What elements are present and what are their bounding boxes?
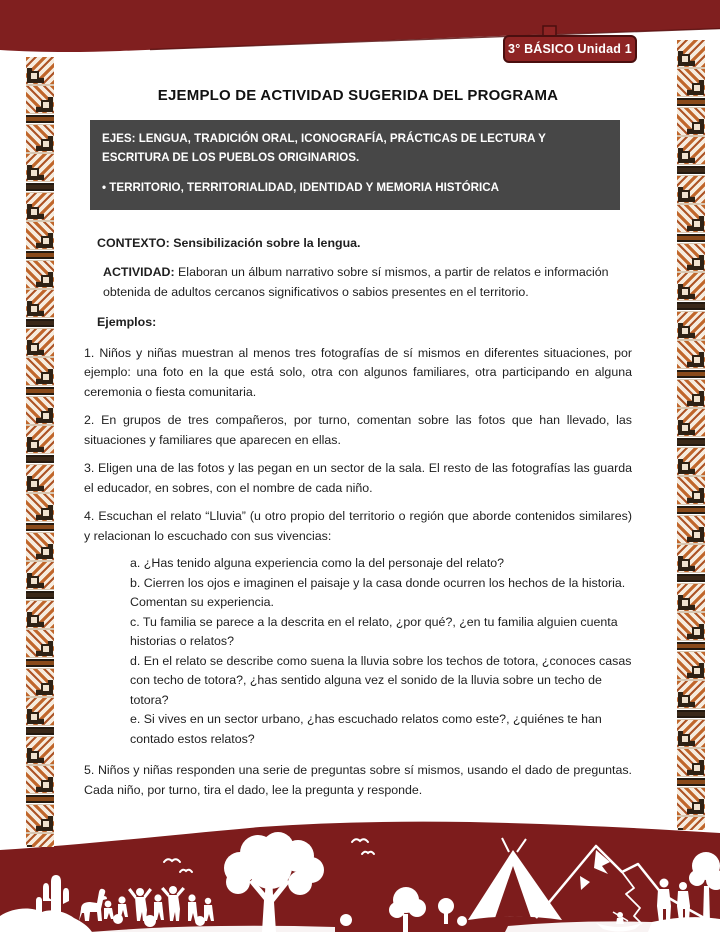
textile-tile: [677, 244, 705, 271]
textile-bar: [677, 642, 705, 650]
textile-tile: [26, 805, 54, 832]
textile-bar: [26, 523, 54, 531]
textile-bar: [26, 455, 54, 463]
textile-tile: [677, 545, 705, 572]
textile-tile: [26, 465, 54, 492]
textile-tile: [677, 817, 705, 830]
textile-tile: [26, 834, 54, 847]
textile-tile: [677, 613, 705, 640]
textile-tile: [26, 261, 54, 288]
textile-tile: [26, 193, 54, 220]
step-text: En grupos de tres compañeros, por turno, comentan sobre las fotos que han llevado, las situaciones y familiares que aparecen en ellas.: [84, 413, 632, 447]
textile-tile: [26, 86, 54, 113]
examples-heading: Ejemplos:: [97, 315, 157, 329]
ejes-line-2: • TERRITORIO, TERRITORIALIDAD, IDENTIDAD Y MEMORIA HISTÓRICA: [102, 181, 499, 194]
substep-text: Cierren los ojos e imaginen el paisaje y la casa donde ocurren los hechos de la historia. Comentan su experiencia.: [130, 575, 626, 609]
actividad-label: ACTIVIDAD:: [103, 265, 175, 279]
textile-bar: [677, 438, 705, 446]
textile-bar: [677, 778, 705, 786]
textile-bar: [677, 302, 705, 310]
contexto-label: CONTEXTO:: [97, 235, 170, 250]
textile-tile: [26, 426, 54, 453]
step-number: 3.: [84, 461, 95, 475]
textile-bar: [26, 795, 54, 803]
step-number: 2.: [84, 413, 95, 427]
textile-tile: [677, 749, 705, 776]
textile-bar: [677, 166, 705, 174]
textile-tile: [26, 766, 54, 793]
activity-substep-c: [130, 613, 632, 652]
textile-tile: [677, 40, 705, 67]
step-text: Escuchan el relato “Lluvia” (u otro propio del territorio o región que aborde contenidos similares) y relacionan lo escuchado con sus vivencias:: [84, 509, 632, 543]
textile-bar: [26, 727, 54, 735]
textile-bar: [677, 98, 705, 106]
textile-tile: [26, 533, 54, 560]
textile-bar: [26, 319, 54, 327]
unit-badge: 3° BÁSICO Unidad 1: [508, 42, 632, 56]
textile-tile: [677, 516, 705, 543]
substep-text: ¿Has tenido alguna experiencia como la del personaje del relato?: [143, 556, 505, 570]
textile-tile: [26, 601, 54, 628]
textile-bar: [677, 710, 705, 718]
textile-bar: [677, 574, 705, 582]
page-title: EJEMPLO DE ACTIVIDAD SUGERIDA DEL PROGRAMA: [157, 87, 559, 104]
textile-tile: [677, 137, 705, 164]
contexto-text: Sensibilización sobre la lengua.: [173, 235, 361, 250]
textile-tile: [677, 108, 705, 135]
textile-bar: [26, 183, 54, 191]
textile-tile: [677, 409, 705, 436]
substep-letter: d.: [130, 653, 141, 668]
step-text: Niños y niñas muestran al menos tres fotografías de sí mismos en diferentes situaciones, por ejemplo: una foto en la que está solo, otra con algunos familiares, otra participando en alguna ceremonia o fiesta comunitaria.: [84, 345, 632, 399]
textile-tile: [677, 69, 705, 96]
textile-tile: [26, 358, 54, 385]
bottom-banner-art: [0, 820, 720, 932]
textile-bar: [677, 370, 705, 378]
textile-bar: [26, 251, 54, 259]
textile-tile: [677, 312, 705, 339]
textile-tile: [677, 448, 705, 475]
textile-tile: [26, 290, 54, 317]
textile-bar: [26, 387, 54, 395]
textile-bar: [26, 659, 54, 667]
textile-tile: [26, 57, 54, 84]
textile-tile: [677, 720, 705, 747]
textile-tile: [677, 652, 705, 679]
actividad-paragraph: [103, 263, 632, 302]
step-text: Niños y niñas responden una serie de preguntas sobre sí mismos, usando el dado de preguntas. Cada niño, por turno, tira el dado, lee la pregunta y responde.: [84, 763, 632, 797]
textile-tile: [677, 273, 705, 300]
textile-tile: [677, 341, 705, 368]
substep-letter: e.: [130, 712, 141, 726]
textile-bar: [677, 506, 705, 514]
textile-tile: [677, 477, 705, 504]
substep-letter: b.: [130, 575, 141, 590]
textile-tile: [26, 397, 54, 424]
substep-text: Si vives en un sector urbano, ¿has escuchado relatos como este?, ¿quiénes te han contado estos relatos?: [130, 712, 602, 746]
textile-tile: [26, 329, 54, 356]
textile-tile: [26, 494, 54, 521]
textile-tile: [26, 562, 54, 589]
textile-tile: [677, 205, 705, 232]
activity-step-5: [84, 761, 632, 800]
substep-text: En el relato se describe como suena la lluvia sobre los techos de totora, ¿conoces casas con techo de totora?, ¿has sentido alguna vez el sonido de la lluvia sobre un techo de totora?: [130, 653, 632, 707]
ejes-line-1: EJES: LENGUA, TRADICIÓN ORAL, ICONOGRAFÍA, PRÁCTICAS DE LECTURA Y ESCRITURA DE LOS PUEBLOS ORIGINARIOS.: [102, 132, 546, 164]
textile-tile: [26, 630, 54, 657]
textile-bar: [677, 234, 705, 242]
step-number: 4.: [84, 509, 95, 523]
activity-step-3: [84, 459, 632, 498]
textile-tile: [26, 669, 54, 696]
ejes-box: [90, 120, 620, 210]
textile-tile: [26, 698, 54, 725]
step-text: Eligen una de las fotos y las pegan en un sector de la sala. El resto de las fotografías las guarda el educador, en sobres, con el nombre de cada niño.: [84, 461, 633, 495]
step-number: 5.: [84, 763, 95, 777]
textile-tile: [677, 584, 705, 611]
textile-tile: [677, 788, 705, 815]
actividad-text: Elaboran un álbum narrativo sobre sí mismos, a partir de relatos e información obtenida de adultos cercanos significativos o sabios presentes en el territorio.: [103, 265, 609, 299]
activity-step-2: [84, 411, 632, 450]
activity-substep-b: [130, 574, 632, 613]
textile-tile: [26, 222, 54, 249]
step-number: 1.: [84, 345, 95, 360]
activity-substep-d: [130, 652, 632, 711]
textile-tile: [26, 154, 54, 181]
substep-letter: a.: [130, 556, 141, 570]
activity-step-4: [84, 507, 632, 546]
contexto-paragraph: [97, 234, 632, 254]
textile-tile: [26, 125, 54, 152]
left-border-pattern: [26, 57, 54, 847]
textile-tile: [26, 737, 54, 764]
textile-tile: [677, 380, 705, 407]
activity-substep-e: [130, 710, 632, 749]
textile-bar: [26, 115, 54, 123]
activity-substeps: [130, 554, 632, 749]
activity-substep-a: [130, 554, 632, 574]
right-border-pattern: [677, 40, 705, 830]
document-content: [84, 85, 632, 800]
textile-tile: [677, 176, 705, 203]
textile-tile: [677, 681, 705, 708]
activity-step-1: [84, 344, 632, 403]
substep-text: Tu familia se parece a la descrita en el relato, ¿por qué?, ¿en tu familia alguien cuenta historias o relatos?: [130, 614, 618, 648]
substep-letter: c.: [130, 614, 140, 629]
textile-bar: [26, 591, 54, 599]
